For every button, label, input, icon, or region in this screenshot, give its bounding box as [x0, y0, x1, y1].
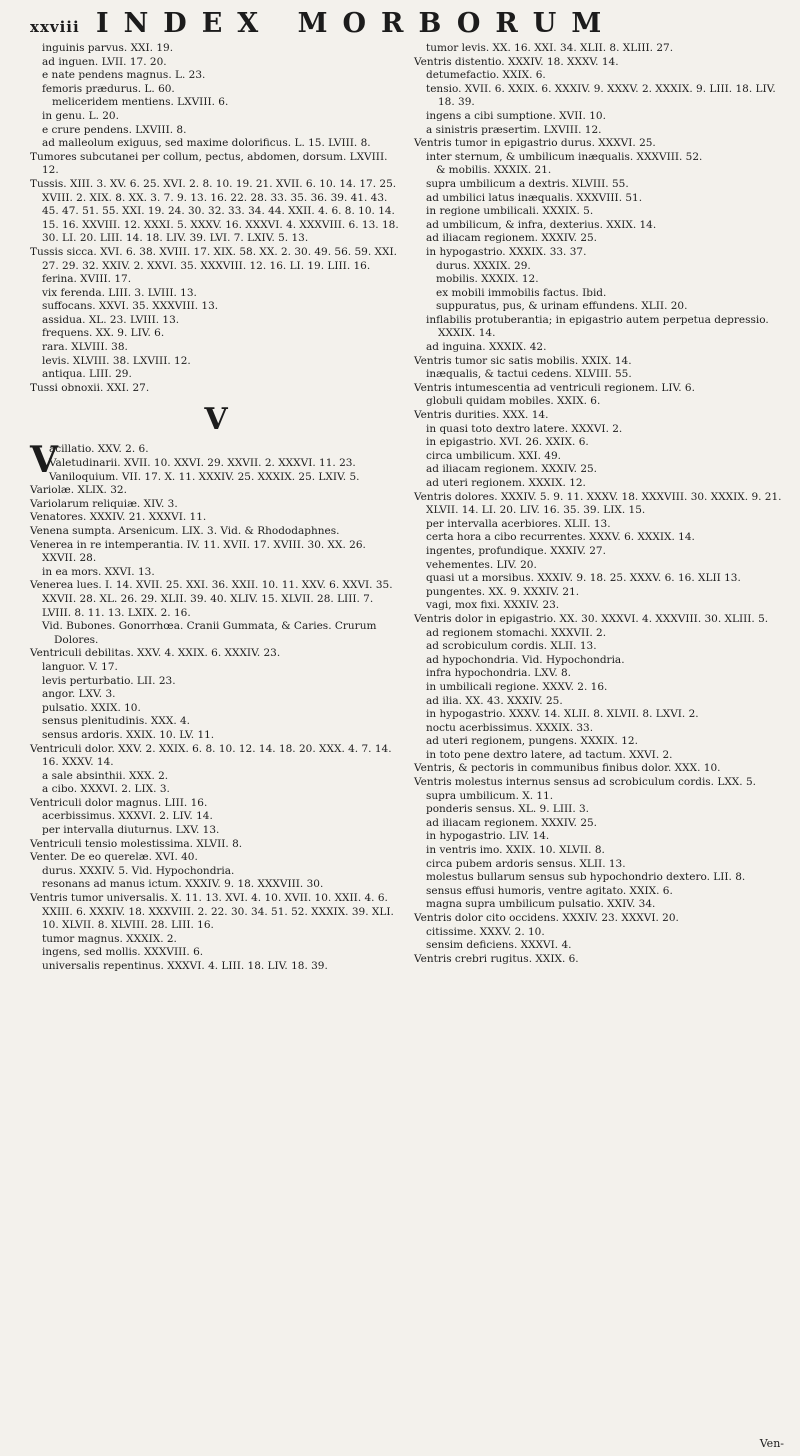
index-subentry: ingentes, profundique. XXXIV. 27.	[426, 544, 606, 557]
index-subentry: ad inguen. LVII. 17. 20.	[42, 55, 167, 68]
index-subentry: magna supra umbilicum pulsatio. XXIV. 34.	[426, 898, 656, 911]
index-subentry: a cibo. XXXVI. 2. LIX. 3.	[42, 783, 170, 796]
index-entry: Ventriculi debilitas. XXV. 4. XXIX. 6. XXXIV. 23.	[30, 647, 281, 660]
index-subentry: & mobilis. XXXIX. 21.	[436, 164, 552, 177]
index-subentry: ad hypochondria. Vid. Hypochondria.	[426, 653, 625, 666]
index-entry: Venerea lues. I. 14. XVII. 25. XXI. 36. XXII. 10. 11. XXV. 6. XXVI. 35. XXVII. 28. XL. 26. 29. XLII. 39. 40. XLIV. 15. XLVII. 28. LIII. 7. LVIII. 8. 11. 13. LXIX. 2. 16.	[30, 579, 393, 619]
index-subentry: pulsatio. XXIX. 10.	[42, 701, 141, 714]
index-subentry: ad uteri regionem. XXXIX. 12.	[426, 477, 586, 489]
index-subentry: inter sternum, & umbilicum inæqualis. XXXVIII. 52.	[426, 150, 703, 163]
index-subentry: languor. V. 17.	[42, 660, 118, 673]
index-subentry: inflabilis protuberantia; in epigastrio autem perpetua depressio. XXXIX. 14.	[426, 313, 769, 340]
index-subentry: pungentes. XX. 9. XXXIV. 21.	[426, 585, 580, 598]
index-subentry: ad iliacam regionem. XXXIV. 25.	[426, 463, 598, 476]
index-subentry: ingens a cibi sumptione. XVII. 10.	[426, 109, 606, 122]
index-entry: Ventris, & pectoris in communibus finibus dolor. XXX. 10.	[414, 762, 721, 775]
index-subentry: in regione umbilicali. XXXIX. 5.	[426, 205, 594, 218]
index-entry: Venter. De eo querelæ. XVI. 40.	[30, 851, 198, 864]
left-column	[30, 42, 402, 974]
index-subentry: ad umbilici latus inæqualis. XXXVIII. 51.	[426, 191, 643, 204]
index-subentry: in genu. L. 20.	[42, 109, 119, 122]
index-entry: Venerea in re intemperantia. IV. 11. XVII. 17. XVIII. 30. XX. 26. XXVII. 28.	[30, 538, 366, 565]
index-subentry: a sinistris præsertim. LXVIII. 12.	[426, 123, 602, 136]
index-subentry: tumor levis. XX. 16. XXI. 34. XLII. 8. XLIII. 27.	[426, 42, 674, 54]
index-subentry: ad iliacam regionem. XXXIV. 25.	[426, 816, 598, 829]
index-entry: Ventris molestus internus sensus ad scrobiculum cordis. LXX. 5.	[414, 776, 756, 789]
index-subentry: Vid. Bubones. Gonorrhœa. Cranii Gummata, & Caries. Crurum Dolores.	[42, 620, 377, 646]
entry-text: acillatio. XXV. 2. 6.	[48, 443, 149, 456]
index-subentry: assidua. XL. 23. LVIII. 13.	[42, 313, 180, 326]
index-subentry: sensus ardoris. XXIX. 10. LV. 11.	[42, 728, 215, 741]
index-subentry: per intervalla acerbiores. XLII. 13.	[426, 517, 611, 530]
index-subentry: infra hypochondria. LXV. 8.	[426, 667, 572, 680]
index-entry: Venena sumpta. Arsenicum. LIX. 3. Vid. & Rhododaphnes.	[30, 525, 340, 537]
index-entry: Vaniloquium. VII. 17. X. 11. XXXIV. 25. XXXIX. 25. LXIV. 5.	[48, 470, 360, 483]
index-subentry: detumefactio. XXIX. 6.	[426, 69, 546, 82]
index-subentry: noctu acerbissimus. XXXIX. 33.	[426, 721, 594, 734]
right-column	[414, 42, 786, 974]
index-subentry: acerbissimus. XXXVI. 2. LIV. 14.	[42, 810, 213, 823]
index-subentry: e nate pendens magnus. L. 23.	[42, 69, 206, 82]
index-subentry: in hypogastrio. LIV. 14.	[426, 830, 550, 843]
index-subentry: resonans ad manus ictum. XXXIV. 9. 18. XXXVIII. 30.	[42, 878, 324, 891]
index-entry: Variolarum reliquiæ. XIV. 3.	[30, 497, 178, 510]
index-subentry: supra umbilicum a dextris. XLVIII. 55.	[426, 177, 629, 190]
index-entry: Ventris tumor universalis. X. 11. 13. XVI. 4. 10. XVII. 10. XXII. 4. 6. XXIII. 6. XXXIV. 18. XXXVIII. 2. 22. 30. 34. 51. 52. XXXIX. 39. XLI. 10. XLVII. 8. XLVIII. 28. LIII. 16.	[30, 892, 394, 932]
index-subentry: suffocans. XXVI. 35. XXXVIII. 13.	[42, 300, 219, 313]
index-subentry: meliceridem mentiens. LXVIII. 6.	[52, 96, 229, 109]
index-subentry: antiqua. LIII. 29.	[42, 368, 132, 381]
index-subentry: ad inguina. XXXIX. 42.	[426, 341, 547, 354]
index-subentry: citissime. XXXV. 2. 10.	[426, 925, 545, 938]
index-subentry: in ea mors. XXVI. 13.	[42, 565, 155, 578]
index-subentry: durus. XXXIX. 29.	[436, 259, 531, 272]
index-subentry: globuli quidam mobiles. XXIX. 6.	[426, 395, 601, 408]
index-entry: Valetudinarii. XVII. 10. XXVI. 29. XXVII. 2. XXXVI. 11. 23.	[48, 457, 356, 470]
index-subentry: supra umbilicum. X. 11.	[426, 789, 554, 802]
index-entry: Ventris crebri rugitus. XXIX. 6.	[414, 952, 579, 965]
catchword: Ven-	[759, 1437, 784, 1450]
index-subentry: ponderis sensus. XL. 9. LIII. 3.	[426, 803, 590, 816]
index-subentry: inæqualis, & tactui cedens. XLVIII. 55.	[426, 368, 632, 381]
index-subentry: molestus bullarum sensus sub hypochondrio dextero. LII. 8.	[426, 871, 746, 884]
index-entry: Ventris tumor sic satis mobilis. XXIX. 14.	[414, 354, 632, 367]
index-subentry: per intervalla diuturnus. LXV. 13.	[42, 824, 220, 837]
index-subentry: ad ilia. XX. 43. XXXIV. 25.	[426, 694, 563, 707]
index-subentry: ad iliacam regionem. XXXIV. 25.	[426, 232, 598, 245]
index-subentry: vagi, mox fixi. XXXIV. 23.	[426, 599, 560, 612]
index-entry: Ventriculi dolor. XXV. 2. XXIX. 6. 8. 10. 12. 14. 18. 20. XXX. 4. 7. 14. 16. XXXV. 14.	[30, 742, 392, 769]
index-subentry: ad scrobiculum cordis. XLII. 13.	[426, 640, 597, 653]
index-entry: Tussi obnoxii. XXI. 27.	[30, 381, 150, 394]
index-subentry: rara. XLVIII. 38.	[42, 341, 128, 354]
index-columns	[30, 42, 786, 974]
index-subentry: inguinis parvus. XXI. 19.	[42, 42, 174, 54]
index-entry: Tussis. XIII. 3. XV. 6. 25. XVI. 2. 8. 10. 19. 21. XVII. 6. 10. 14. 17. 25. XVIII. 2. XIX. 8. XX. 3. 7. 9. 13. 16. 22. 28. 33. 35. 36. 39. 41. 43. 45. 47. 51. 55. XXI. 19. 24. 30. 32. 33. 34. 44. XXII. 4. 6. 8. 10. 14. 15. 16. XXVIII. 12. XXXI. 5. XXXV. 16. XXXVI. 4. XXXVIII. 6. 13. 18. 30. LI. 20. LIII. 14. 18. LIV. 39. LVI. 7. LXIV. 5. 13.	[30, 177, 399, 245]
index-subentry: in epigastrio. XVI. 26. XXIX. 6.	[426, 436, 589, 449]
index-subentry: ad umbilicum, & infra, dexterius. XXIX. 14.	[426, 218, 657, 231]
index-subentry: sensim deficiens. XXXVI. 4.	[426, 939, 572, 952]
index-entry: Variolæ. XLIX. 32.	[30, 484, 127, 497]
index-entry: Ventriculi dolor magnus. LIII. 16.	[30, 796, 208, 809]
index-subentry: femoris prædurus. L. 60.	[42, 82, 175, 95]
index-subentry: ad uteri regionem, pungens. XXXIX. 12.	[426, 735, 638, 748]
index-entry: Ventris dolor cito occidens. XXXIV. 23. XXXVI. 20.	[414, 912, 679, 924]
index-entry: Ventris distentio. XXXIV. 18. XXXV. 14.	[414, 55, 619, 68]
index-subentry: certa hora a cibo recurrentes. XXXV. 6. XXXIX. 14.	[426, 531, 695, 544]
index-subentry: quasi ut a morsibus. XXXIV. 9. 18. 25. XXXV. 6. 16. XLII 13.	[426, 572, 741, 585]
index-subentry: durus. XXXIV. 5. Vid. Hypochondria.	[42, 864, 235, 877]
index-entry: Tussis sicca. XVI. 6. 38. XVIII. 17. XIX. 58. XX. 2. 30. 49. 56. 59. XXI. 27. 29. 32. XXIV. 2. XXVI. 35. XXXVIII. 12. 16. LI. 19. LIII. 16.	[30, 245, 397, 272]
index-subentry: sensus effusi humoris, ventre agitato. XXIX. 6.	[426, 884, 673, 897]
index-subentry: ad regionem stomachi. XXXVII. 2.	[426, 626, 607, 639]
index-subentry: vix ferenda. LIII. 3. LVIII. 13.	[42, 286, 197, 299]
running-title: INDEX MORBORUM	[96, 8, 617, 39]
index-entry: Ventris dolores. XXXIV. 5. 9. 11. XXXV. 18. XXXVIII. 30. XXXIX. 9. 21. XLVII. 14. LI. 20. LIV. 16. 35. 39. LIX. 15.	[414, 490, 782, 517]
index-subentry: angor. LXV. 3.	[42, 688, 116, 701]
index-subentry: suppuratus, pus, & urinam effundens. XLII. 20.	[436, 300, 688, 313]
index-subentry: ingens, sed mollis. XXXVIII. 6.	[42, 946, 204, 959]
index-subentry: circa pubem ardoris sensus. XLII. 13.	[426, 857, 626, 870]
index-subentry: mobilis. XXXIX. 12.	[436, 273, 539, 286]
index-subentry: in toto pene dextro latere, ad tactum. XXVI. 2.	[426, 748, 673, 761]
index-subentry: vehementes. LIV. 20.	[426, 558, 537, 571]
index-subentry: in hypogastrio. XXXIX. 33. 37.	[426, 245, 587, 258]
index-subentry: in ventris imo. XXIX. 10. XLVII. 8.	[426, 844, 605, 857]
index-subentry: tensio. XVII. 6. XXIX. 6. XXXIV. 9. XXXV. 2. XXXIX. 9. LIII. 18. LIV. 18. 39.	[426, 82, 776, 109]
index-entry: Ventris intumescentia ad ventriculi regionem. LIV. 6.	[414, 381, 695, 394]
index-subentry: tumor magnus. XXXIX. 2.	[42, 932, 177, 945]
index-subentry: levis perturbatio. LII. 23.	[42, 674, 176, 687]
index-subentry: frequens. XX. 9. LIV. 6.	[42, 327, 165, 340]
index-subentry: a sale absinthii. XXX. 2.	[42, 769, 169, 782]
section-letter: V	[204, 402, 228, 438]
index-subentry: ad malleolum exiguus, sed maxime dolorificus. L. 15. LVIII. 8.	[42, 137, 371, 150]
index-entry: Tumores subcutanei per collum, pectus, abdomen, dorsum. LXVIII. 12.	[30, 150, 388, 177]
page-header	[30, 8, 786, 42]
index-subentry: e crure pendens. LXVIII. 8.	[42, 123, 187, 136]
index-subentry: sensus plenitudinis. XXX. 4.	[42, 715, 191, 728]
index-subentry: in quasi toto dextro latere. XXXVI. 2.	[426, 422, 623, 435]
index-subentry: in hypogastrio. XXXV. 14. XLII. 8. XLVII. 8. LXVI. 2.	[426, 708, 699, 721]
index-subentry: ex mobili immobilis factus. Ibid.	[436, 286, 607, 299]
index-entry: Ventris dolor in epigastrio. XX. 30. XXXVI. 4. XXXVIII. 30. XLIII. 5.	[414, 612, 769, 625]
index-subentry: levis. XLVIII. 38. LXVIII. 12.	[42, 354, 191, 367]
drop-cap: V	[30, 439, 58, 482]
page-number: xxviii	[30, 18, 80, 36]
index-subentry: universalis repentinus. XXXVI. 4. LIII. 18. LIV. 18. 39.	[42, 960, 328, 972]
index-entry: Ventriculi tensio molestissima. XLVII. 8.	[30, 837, 243, 850]
index-entry: Ventris tumor in epigastrio durus. XXXVI. 25.	[414, 137, 656, 150]
index-entry: Ventris durities. XXX. 14.	[414, 409, 549, 422]
index-subentry: ferina. XVIII. 17.	[42, 273, 132, 286]
index-subentry: in umbilicali regione. XXXV. 2. 16.	[426, 680, 608, 693]
index-entry: Venatores. XXXIV. 21. XXXVI. 11.	[30, 511, 207, 524]
index-subentry: circa umbilicum. XXI. 49.	[426, 449, 561, 462]
